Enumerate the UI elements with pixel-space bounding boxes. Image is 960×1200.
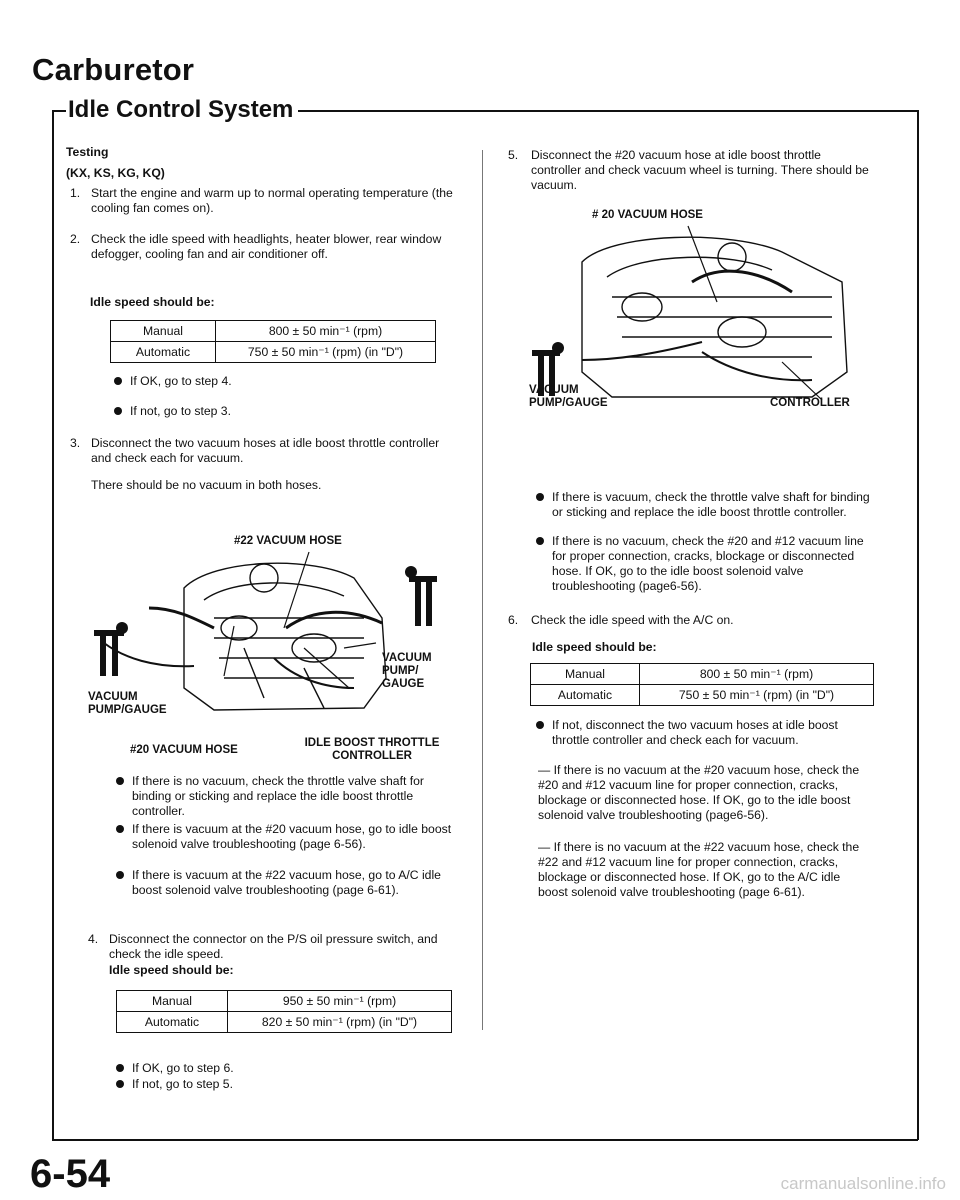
table-cell: 800 ± 50 min⁻¹ (rpm) xyxy=(640,664,874,685)
frame-line xyxy=(298,110,918,112)
bullet-item xyxy=(116,868,456,914)
dash-item: — If there is no vacuum at the #22 vacuum hose, check the #22 and #12 vacuum line for proper connection, cracks, blockage or disconnected hose. If OK, go to the A/C idle boost solenoid valve troubleshooting (page 6-61). xyxy=(538,840,860,899)
bullet-dot xyxy=(116,825,124,833)
step-text: Disconnect the #20 vacuum hose at idle boost throttle controller and check vacuum wheel is turning. There should be vacuum. xyxy=(531,148,869,192)
table-cell: 820 ± 50 min⁻¹ (rpm) (in "D") xyxy=(228,1012,452,1033)
section-title: Idle Control System xyxy=(68,96,294,123)
bullet-dot xyxy=(116,871,124,879)
bullet-text: If there is no vacuum, check the throttle valve shaft for binding or sticking and replace the idle boost throttle controller. xyxy=(132,774,424,818)
step-text: Check the idle speed with headlights, heater blower, rear window defogger, cooling fan and air conditioner off. xyxy=(91,232,442,261)
bullet-dot xyxy=(114,377,122,385)
bullet-text: If there is vacuum, check the throttle valve shaft for binding or sticking and replace the idle boost throttle controller. xyxy=(552,490,870,519)
bullet-text: If there is vacuum at the #20 vacuum hose, go to idle boost solenoid valve troubleshooting (page 6-56). xyxy=(132,822,452,851)
table-cell: 750 ± 50 min⁻¹ (rpm) (in "D") xyxy=(216,342,436,363)
page-number: 6-54 xyxy=(30,1152,111,1196)
bullet-item xyxy=(116,1061,446,1077)
step-3 xyxy=(70,436,455,468)
table-cell: Manual xyxy=(117,991,228,1012)
step-number: 2. xyxy=(70,232,81,246)
step-6 xyxy=(508,613,870,629)
bullet-item xyxy=(116,822,456,868)
step-text: Disconnect the two vacuum hoses at idle boost throttle controller and check each for vacuum. xyxy=(91,436,440,465)
idle-speed-table xyxy=(116,990,452,1033)
page-title: Carburetor xyxy=(32,52,195,87)
bullet-dot xyxy=(536,537,544,545)
idle-speed-label: Idle speed should be: xyxy=(109,963,234,977)
models-label: (KX, KS, KG, KQ) xyxy=(66,166,165,180)
bullet-text: If there is vacuum at the #22 vacuum hose, go to A/C idle boost solenoid valve troubleshooting (page 6-61). xyxy=(132,868,441,897)
bullet-item xyxy=(536,534,872,596)
label-20-vacuum-hose: # 20 VACUUM HOSE xyxy=(592,209,703,221)
label-idle-boost-throttle-controller: IDLE BOOST THROTTLE CONTROLLER xyxy=(304,737,440,762)
step-4 xyxy=(88,932,456,964)
frame-line xyxy=(52,110,66,112)
table-cell: Manual xyxy=(111,321,216,342)
frame-line xyxy=(917,110,919,1140)
step-5 xyxy=(508,148,870,194)
step-number: 4. xyxy=(88,932,99,946)
idle-speed-table xyxy=(530,663,874,706)
step-1 xyxy=(70,186,455,218)
bullet-dot xyxy=(116,777,124,785)
bullet-text: If not, go to step 5. xyxy=(132,1077,233,1091)
bullet-item xyxy=(114,404,444,420)
dash-item: — If there is no vacuum at the #20 vacuum hose, check the #20 and #12 vacuum line for proper connection, cracks, blockage or disconnected hose. If OK, go to the idle boost solenoid valve troubleshooting (page6-56). xyxy=(538,763,860,822)
step-number: 6. xyxy=(508,613,519,627)
step-number: 1. xyxy=(70,186,81,200)
bullet-dot xyxy=(116,1064,124,1072)
step-text: Disconnect the connector on the P/S oil pressure switch, and check the idle speed. xyxy=(109,932,438,961)
step-2 xyxy=(70,232,455,278)
bullet-text: If not, disconnect the two vacuum hoses at idle boost throttle controller and check each for vacuum. xyxy=(552,718,838,747)
bullet-item xyxy=(116,1077,446,1093)
engine-diagram-2 xyxy=(512,222,872,402)
label-20-vacuum-hose: #20 VACUUM HOSE xyxy=(130,744,238,756)
bullet-dot xyxy=(536,721,544,729)
table-cell: Automatic xyxy=(531,685,640,706)
label-vacuum-pump-gauge: VACUUM PUMP/GAUGE xyxy=(529,384,608,409)
idle-speed-label: Idle speed should be: xyxy=(90,295,215,309)
step-number: 5. xyxy=(508,148,519,162)
bullet-text: If OK, go to step 4. xyxy=(130,374,232,388)
table-cell: 750 ± 50 min⁻¹ (rpm) (in "D") xyxy=(640,685,874,706)
table-cell: Manual xyxy=(531,664,640,685)
column-divider xyxy=(482,150,483,1030)
frame-line xyxy=(52,1139,918,1141)
frame-line xyxy=(52,110,54,1140)
idle-speed-table xyxy=(110,320,436,363)
label-vacuum-pump-gauge-left: VACUUM PUMP/GAUGE xyxy=(88,691,167,716)
bullet-dot xyxy=(536,493,544,501)
table-cell: 950 ± 50 min⁻¹ (rpm) xyxy=(228,991,452,1012)
idle-speed-label: Idle speed should be: xyxy=(532,640,657,654)
bullet-text: If there is no vacuum, check the #20 and #12 vacuum line for proper connection, cracks, blockage or disconnected hose. If OK, go to the idle boost solenoid valve troubleshooting (page6-56). xyxy=(552,534,864,593)
label-22-vacuum-hose: #22 VACUUM HOSE xyxy=(234,535,342,547)
watermark: carmanualsonline.info xyxy=(780,1174,946,1193)
label-controller: CONTROLLER xyxy=(770,397,850,409)
step-text: Start the engine and warm up to normal operating temperature (the cooling fan comes on). xyxy=(91,186,453,215)
bullet-text: If not, go to step 3. xyxy=(130,404,231,418)
bullet-text: If OK, go to step 6. xyxy=(132,1061,234,1075)
step-text: Check the idle speed with the A/C on. xyxy=(531,613,734,627)
testing-heading: Testing xyxy=(66,145,109,159)
bullet-item xyxy=(116,774,456,820)
bullet-dot xyxy=(114,407,122,415)
bullet-dot xyxy=(116,1080,124,1088)
bullet-item xyxy=(536,490,872,536)
table-cell: Automatic xyxy=(117,1012,228,1033)
step-3-note: There should be no vacuum in both hoses. xyxy=(91,478,322,492)
table-cell: Automatic xyxy=(111,342,216,363)
step-number: 3. xyxy=(70,436,81,450)
label-vacuum-pump-gauge-right: VACUUM PUMP/ GAUGE xyxy=(382,652,432,690)
bullet-item xyxy=(114,374,444,390)
table-cell: 800 ± 50 min⁻¹ (rpm) xyxy=(216,321,436,342)
bullet-item xyxy=(536,718,872,764)
